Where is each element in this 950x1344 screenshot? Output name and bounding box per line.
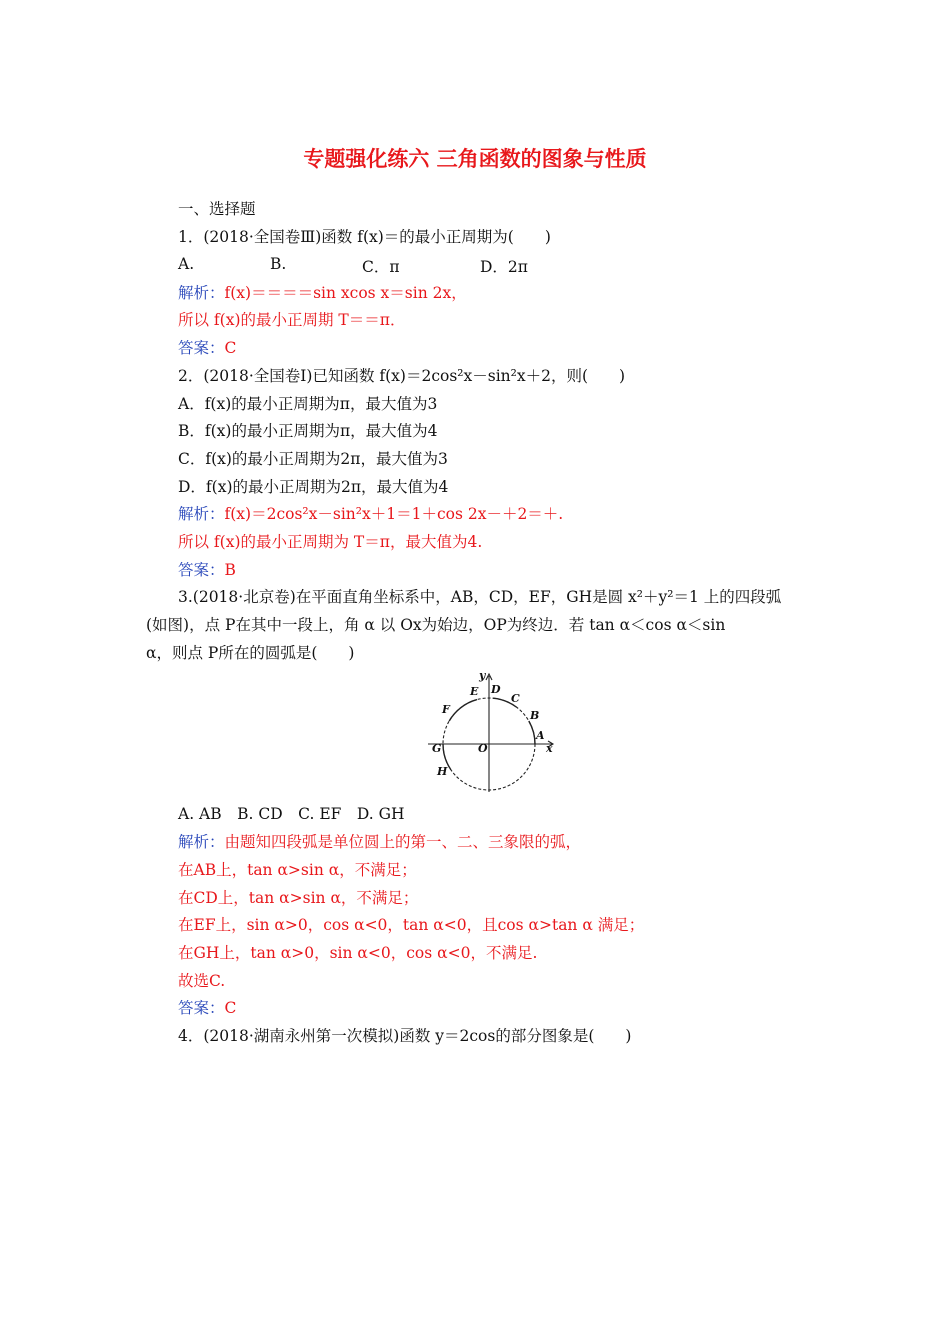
answer-value: B	[224, 561, 236, 579]
analysis-label: 解析：	[178, 833, 225, 851]
analysis-text: 由题知四段弧是单位圆上的第一、二、三象限的弧，	[224, 833, 582, 851]
fig-label-e: E	[470, 685, 479, 698]
q2-analysis-2: 所以 f(x)的最小正周期为 T＝π，最大值为4.	[178, 533, 483, 551]
q3-answer	[178, 998, 236, 1018]
analysis-label: 解析：	[178, 284, 225, 302]
q1-answer	[178, 338, 236, 358]
q2-option-c: C．f(x)的最小正周期为2π，最大值为3	[178, 450, 448, 468]
q3-stem-line-2: (如图)，点 P在其中一段上，角 α 以 Ox为始边，OP为终边．若 tan α＜cos α＜sin	[146, 616, 726, 634]
q2-analysis-1	[178, 504, 563, 524]
fig-label-c: C	[511, 692, 520, 705]
q3-analysis-2: 在AB上，tan α>sin α，不满足；	[178, 861, 417, 879]
analysis-text: f(x)＝＝＝＝sin xcos x＝sin 2x，	[224, 284, 467, 302]
fig-label-d: D	[491, 683, 501, 696]
q3-analysis-1	[178, 832, 581, 852]
q2-option-a: A．f(x)的最小正周期为π，最大值为3	[178, 395, 438, 413]
q3-stem-line-1: 3.(2018·北京卷)在平面直角坐标系中，AB，CD，EF，GH是圆 x²＋y²＝1 上的四段弧	[178, 588, 782, 606]
fig-label-g: G	[432, 742, 442, 755]
analysis-label: 解析：	[178, 505, 225, 523]
q2-option-b: B．f(x)的最小正周期为π，最大值为4	[178, 422, 438, 440]
q3-analysis-4: 在EF上，sin α>0，cos α<0，tan α<0，且cos α>tan α 满足；	[178, 916, 645, 934]
answer-value: C	[224, 999, 237, 1017]
unit-circle-figure	[422, 668, 562, 796]
fig-label-b: B	[530, 709, 540, 722]
fig-label-f: F	[442, 703, 450, 716]
q2-answer	[178, 560, 236, 580]
q3-options: A. AB B. CD C. EF D. GH	[178, 805, 405, 823]
fig-label-o: O	[478, 742, 488, 755]
section-heading: 一、选择题	[178, 200, 256, 218]
q1-option-a: A.	[178, 255, 195, 273]
q2-stem: 2．(2018·全国卷Ⅰ)已知函数 f(x)＝2cos²x－sin²x＋2，则( )	[178, 367, 626, 385]
q4-stem: 4．(2018·湖南永州第一次模拟)函数 y＝2cos的部分图象是( )	[178, 1027, 632, 1045]
q1-option-c: C．π	[362, 258, 400, 276]
arc-ef	[449, 700, 477, 721]
q3-analysis-5: 在GH上，tan α>0，sin α<0，cos α<0，不满足.	[178, 944, 538, 962]
analysis-text: f(x)＝2cos²x－sin²x＋1＝1＋cos 2x－＋2＝＋.	[224, 505, 564, 523]
q3-analysis-3: 在CD上，tan α>sin α，不满足；	[178, 889, 419, 907]
q1-option-b: B.	[270, 255, 287, 273]
q3-stem-line-3: α，则点 P所在的圆弧是( )	[146, 644, 355, 662]
q3-stem	[146, 583, 810, 667]
page-title: 专题强化练六 三角函数的图象与性质	[303, 147, 647, 171]
q3-analysis-6: 故选C.	[178, 972, 226, 990]
answer-label: 答案：	[178, 339, 225, 357]
q1-option-d: D．2π	[480, 258, 528, 276]
answer-label: 答案：	[178, 561, 225, 579]
q1-analysis-2: 所以 f(x)的最小正周期 T＝＝π．	[178, 311, 406, 329]
fig-label-x: x	[546, 742, 553, 755]
q1-stem: 1．(2018·全国卷Ⅲ)函数 f(x)＝的最小正周期为( )	[178, 228, 551, 246]
q1-analysis-1	[178, 283, 467, 303]
fig-label-h: H	[437, 765, 448, 778]
answer-label: 答案：	[178, 999, 225, 1017]
q2-option-d: D．f(x)的最小正周期为2π，最大值为4	[178, 478, 449, 496]
answer-value: C	[224, 339, 237, 357]
arc-ab	[529, 721, 535, 744]
fig-label-a: A	[536, 729, 545, 742]
fig-label-y: y	[479, 669, 486, 682]
